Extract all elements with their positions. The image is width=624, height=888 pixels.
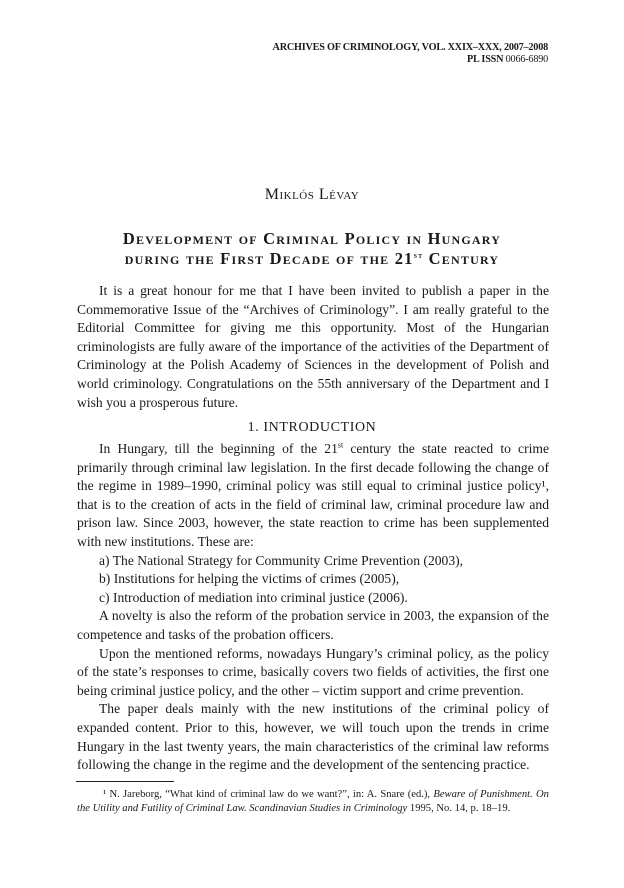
paragraph-2: A novelty is also the reform of the probation service in 2003, the expansion of the competence and tasks of the probation officers. [77, 608, 549, 642]
title-line-2-text: during the First Decade of the 21 [124, 249, 414, 268]
issn-label: PL ISSN [467, 54, 504, 65]
section-heading: 1. INTRODUCTION [247, 420, 377, 435]
paragraph-1-superscript: st [337, 440, 344, 450]
footnote-citation-end: 1995, No. 14, p. 18–19. [407, 802, 511, 814]
paragraph-1-rest: century the state reacted to crime primarily through criminal law legislation. In the first decade following the change of the regime in 1989–1990, criminal policy was still equal to criminal justice policy¹, that is to the creation of acts in the field of criminal law, criminal procedure law and prison law. Since 2003, however, the state reaction to crime has been supplemented with new institutions. These are: [77, 441, 549, 549]
title-line-2 [60, 249, 564, 269]
issn-number: 0066-6890 [505, 54, 548, 65]
title-superscript: st [413, 250, 424, 260]
section-body [77, 440, 549, 775]
intro-text [77, 282, 549, 412]
author-name: Miklós Lévay [264, 186, 360, 203]
footnote-rule [76, 781, 174, 782]
journal-citation: ARCHIVES OF CRIMINOLOGY, VOL. XXIX–XXX, 2007–2008 [272, 42, 548, 53]
list-item: a) The National Strategy for Community Crime Prevention (2003), [99, 552, 464, 568]
footnote-italic-title: Beware of Punishment. On the Utility and Futility of Criminal Law. Scandinavian Studies in Criminology [77, 789, 549, 814]
footnote-text [77, 788, 549, 815]
footnote [77, 788, 549, 815]
paragraph-1 [77, 440, 549, 552]
footnote-citation-start: ¹ N. Jareborg, “What kind of criminal law do we want?”, in: A. Snare (ed.), [103, 789, 434, 800]
intro-paragraph: It is a great honour for me that I have been invited to publish a paper in the Commemorative Issue of the “Archives of Criminology”. I am really grateful to the Editorial Committee for giving me this opportunity. Most of the Hungarian criminologists are fully aware of the importance of the activities of the Department of Criminology at the Polish Academy of Sciences in the development of Polish and world criminology. Congratulations on the 55th anniversary of the Department and I wish you a prosperous future. [77, 283, 549, 410]
list-item: b) Institutions for helping the victims of crimes (2005), [99, 571, 400, 587]
title-line-2-end: Century [423, 249, 500, 268]
paragraph-4: The paper deals mainly with the new institutions of the criminal policy of expanded content. Prior to this, however, we will touch upon the trends in crime Hungary in the last twenty years, the main characteristics of the criminal law reforms following the change in the regime and the development of the sentencing practice. [77, 701, 549, 773]
issn-line [273, 54, 548, 66]
paper-title [60, 229, 564, 269]
list-item: c) Introduction of mediation into criminal justice (2006). [99, 589, 408, 605]
paragraph-3: Upon the mentioned reforms, nowadays Hungary’s criminal policy, as the policy of the state’s responses to crime, basically covers two fields of activities, the first one being criminal justice policy, and the other – victim support and crime prevention. [77, 645, 549, 698]
running-head [273, 42, 548, 66]
paragraph-1-start: In Hungary, till the beginning of the 21 [99, 441, 338, 456]
title-line-1: Development of Criminal Policy in Hungary [122, 229, 502, 248]
